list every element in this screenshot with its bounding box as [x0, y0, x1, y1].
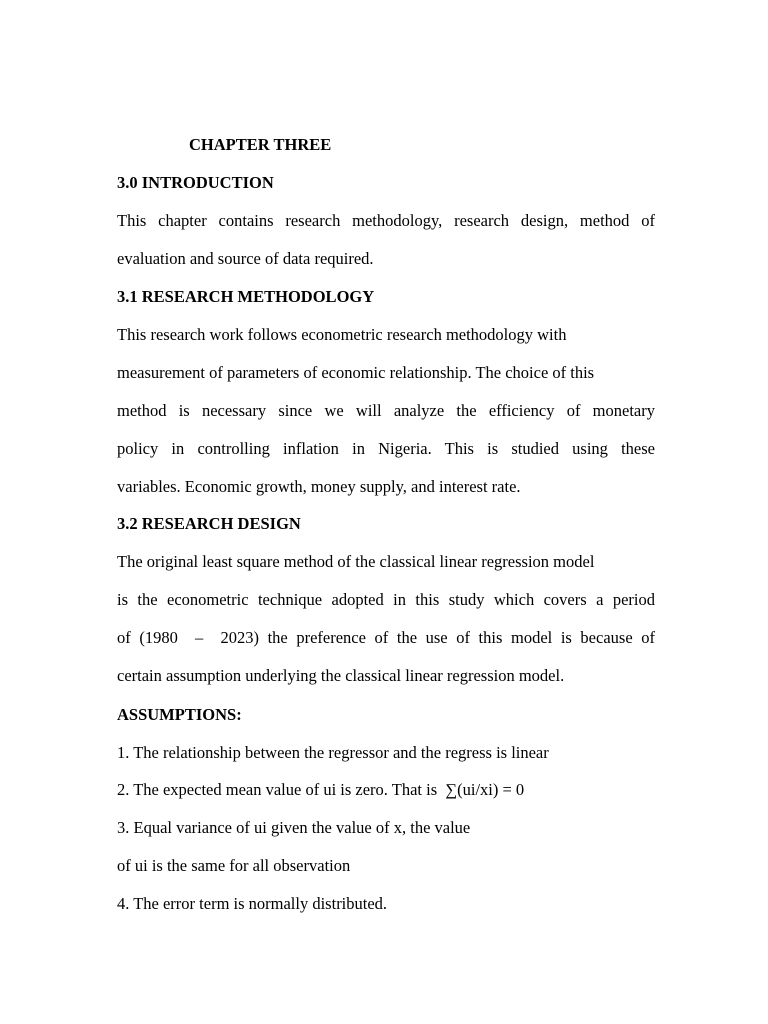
paragraph-line: variables. Economic growth, money supply, and interest rate.	[117, 477, 521, 496]
section-heading-design: 3.2 RESEARCH DESIGN	[117, 514, 301, 533]
paragraph-line: This research work follows econometric research methodology with	[117, 325, 567, 344]
paragraph-line: This chapter contains research methodology, research design, method of	[117, 211, 655, 230]
list-item-continuation: of ui is the same for all observation	[117, 856, 351, 875]
paragraph-line: The original least square method of the classical linear regression model	[117, 552, 595, 571]
paragraph-line: method is necessary since we will analyze the efficiency of monetary	[117, 401, 655, 420]
paragraph-line: policy in controlling inflation in Nigeria. This is studied using these	[117, 439, 655, 458]
section-heading-introduction: 3.0 INTRODUCTION	[117, 173, 274, 192]
section-heading-methodology: 3.1 RESEARCH METHODOLOGY	[117, 287, 375, 306]
paragraph-line: certain assumption underlying the classical linear regression model.	[117, 666, 565, 685]
paragraph-line: measurement of parameters of economic relationship. The choice of this	[117, 363, 595, 382]
section-heading-assumptions: ASSUMPTIONS:	[117, 705, 242, 724]
list-item: 4. The error term is normally distributed.	[117, 894, 388, 913]
list-item: 2. The expected mean value of ui is zero. That is ∑(ui/xi) = 0	[117, 780, 525, 799]
chapter-title: CHAPTER THREE	[189, 135, 332, 154]
paragraph-line: is the econometric technique adopted in this study which covers a period	[117, 590, 655, 609]
list-item: 1. The relationship between the regressor and the regress is linear	[117, 743, 549, 762]
list-item: 3. Equal variance of ui given the value of x, the value	[117, 818, 471, 837]
paragraph-line: of (1980 – 2023) the preference of the use of this model is because of	[117, 628, 655, 647]
paragraph-line: evaluation and source of data required.	[117, 249, 374, 268]
